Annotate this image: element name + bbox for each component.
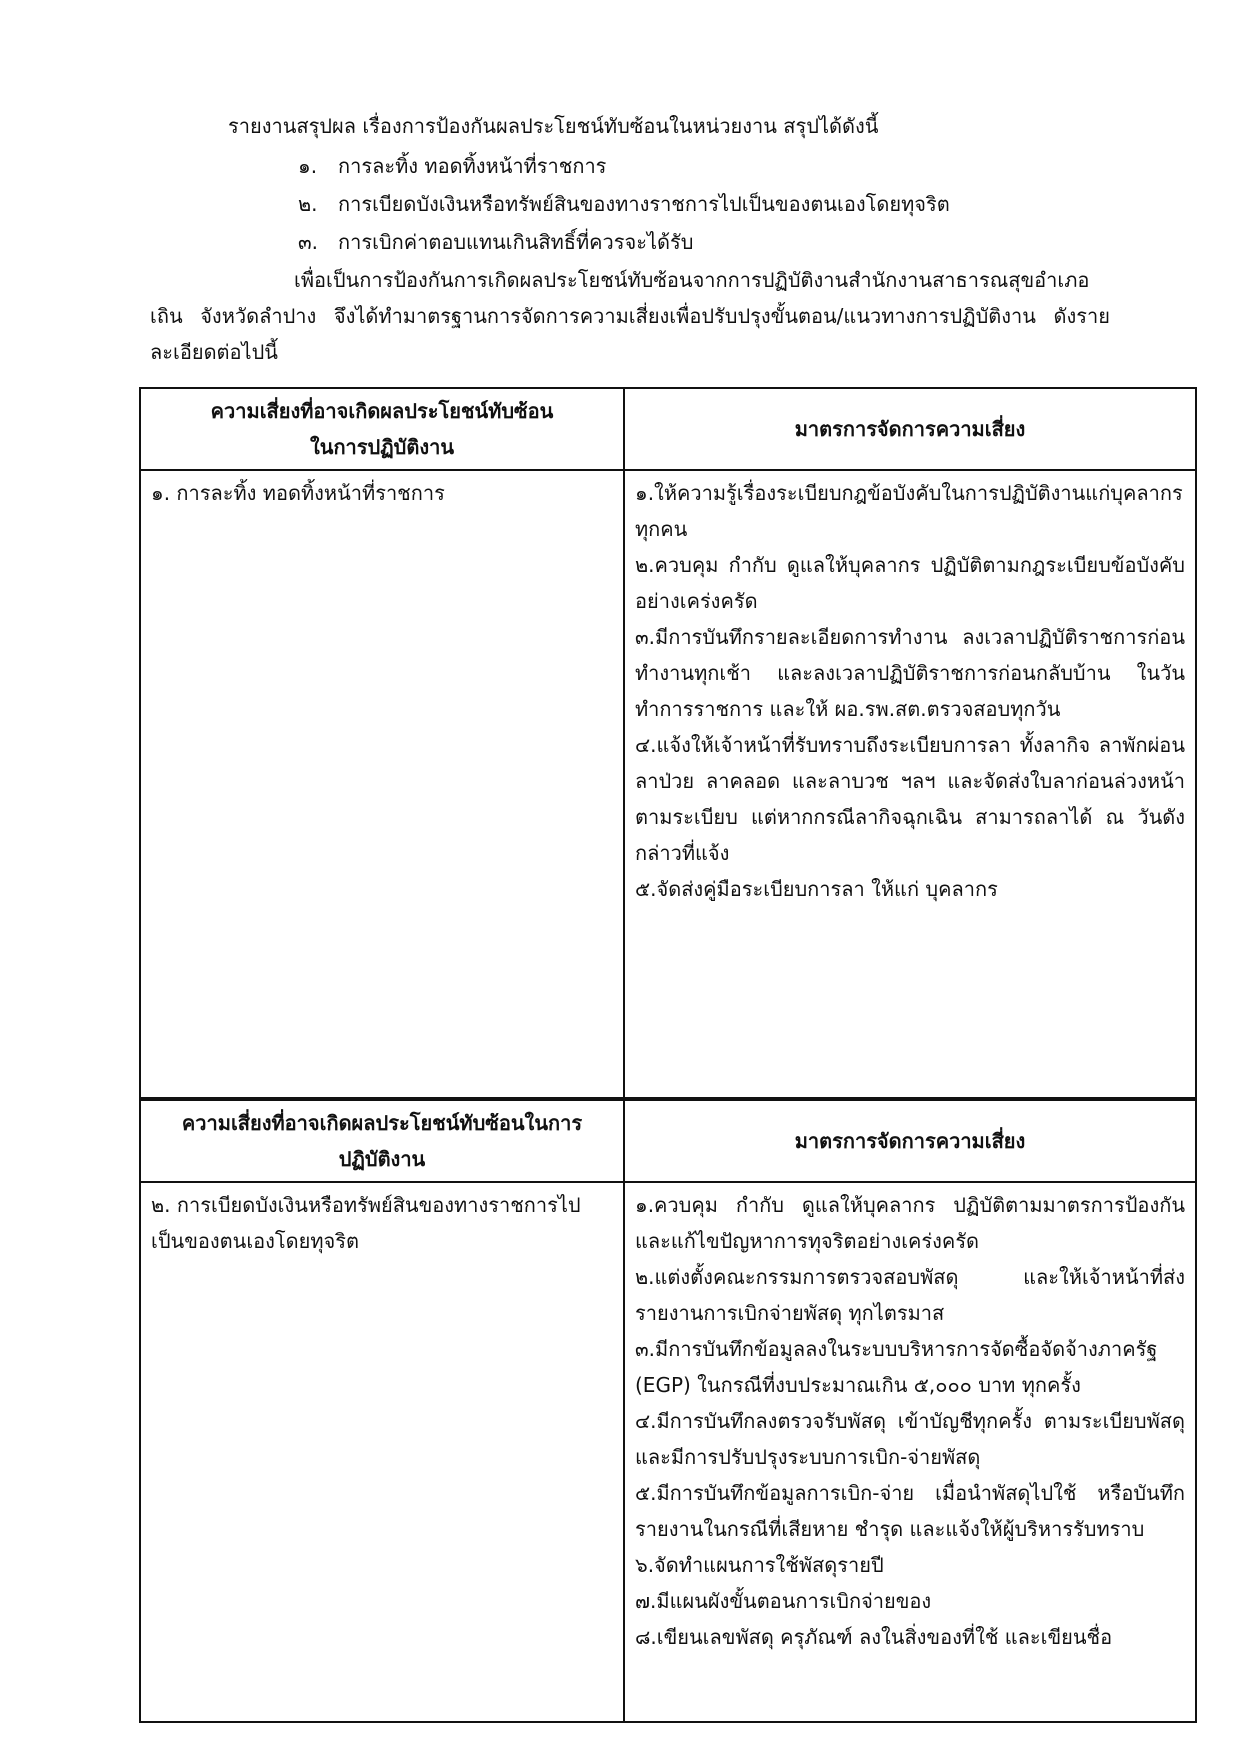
measure-item: ๘.เขียนเลขพัสดุ ครุภัณฑ์ ลงในสิ่งของที่ใช้ และเขียนชื่อ — [635, 1625, 1113, 1649]
summary-item-text: การเบียดบังเงินหรือทรัพย์สินของทางราชการไปเป็นของตนเองโดยทุจริต — [338, 192, 950, 216]
summary-item — [298, 186, 950, 222]
risk-table-2 — [139, 1099, 1197, 1723]
measure-item: ๖.จัดทำแผนการใช้พัสดุรายปี — [635, 1553, 884, 1577]
measure-item: ๑.ให้ความรู้เรื่องระเบียบกฎข้อบังคับในการปฏิบัติงานแก่บุคลากรทุกคน — [635, 481, 1183, 541]
table-row — [140, 1182, 1196, 1722]
table-row — [140, 470, 1196, 1098]
table-header-row — [140, 1100, 1196, 1182]
measure-column-header: มาตรการจัดการความเสี่ยง — [624, 1100, 1196, 1182]
header-line: ความเสี่ยงที่อาจเกิดผลประโยชน์ทับซ้อนในการ — [181, 1111, 583, 1135]
risk-column-header — [140, 388, 624, 470]
summary-item-text: การเบิกค่าตอบแทนเกินสิทธิ์ที่ควรจะได้รับ — [338, 230, 694, 254]
measure-item: ๗.มีแผนผังขั้นตอนการเบิกจ่ายของ — [635, 1589, 932, 1613]
summary-item-number: ๓. — [298, 230, 319, 254]
purpose-paragraph: เพื่อเป็นการป้องกันการเกิดผลประโยชน์ทับซ้อนจากการปฏิบัติงานสำนักงานสาธารณสุขอำเภอเถิน จังหวัดลำปาง จึงได้ทำมาตรฐานการจัดการความเสี่ยงเพื่อปรับปรุงขั้นตอน/แนวทางการปฏิบัติงาน ดังรายละเอียดต่อไปนี้ — [150, 268, 1110, 364]
summary-item-text: การละทิ้ง ทอดทิ้งหน้าที่ราชการ — [338, 154, 607, 178]
summary-item — [298, 148, 606, 184]
intro-line: รายงานสรุปผล เรื่องการป้องกันผลประโยชน์ทับซ้อนในหน่วยงาน สรุปได้ดังนี้ — [228, 114, 879, 138]
measure-item: ๑.ควบคุม กำกับ ดูแลให้บุคลากร ปฏิบัติตามมาตรการป้องกันและแก้ไขปัญหาการทุจริตอย่างเคร่งครัด — [635, 1193, 1185, 1253]
measures-cell — [624, 1182, 1196, 1722]
measure-item: ๓.มีการบันทึกข้อมูลลงในระบบบริหารการจัดซื้อจัดจ้างภาครัฐ (EGP) ในกรณีที่งบประมาณเกิน ๕,๐๐๐ บาท ทุกครั้ง — [635, 1337, 1158, 1397]
header-line: ปฏิบัติงาน — [338, 1147, 426, 1171]
measure-item: ๕.มีการบันทึกข้อมูลการเบิก-จ่าย เมื่อนำพัสดุไปใช้ หรือบันทึกรายงานในกรณีที่เสียหาย ชำรุด และแจ้งให้ผู้บริหารรับทราบ — [635, 1481, 1185, 1541]
header-line: ความเสี่ยงที่อาจเกิดผลประโยชน์ทับซ้อน — [210, 399, 554, 423]
measure-item: ๕.จัดส่งคู่มือระเบียบการลา ให้แก่ บุคลากร — [635, 877, 998, 901]
header-line: ในการปฏิบัติงาน — [310, 435, 454, 459]
risk-cell: ๑. การละทิ้ง ทอดทิ้งหน้าที่ราชการ — [140, 470, 624, 1098]
measure-item: ๒.แต่งตั้งคณะกรรมการตรวจสอบพัสดุ และให้เจ้าหน้าที่ส่งรายงานการเบิกจ่ายพัสดุ ทุกไตรมาส — [635, 1265, 1185, 1325]
risk-table-1 — [139, 387, 1197, 1099]
measure-item: ๔.แจ้งให้เจ้าหน้าที่รับทราบถึงระเบียบการลา ทั้งลากิจ ลาพักผ่อน ลาป่วย ลาคลอด และลาบวช ฯลฯ และจัดส่งใบลาก่อนล่วงหน้า ตามระเบียบ แต่หากกรณีลากิจฉุกเฉิน สามารถลาได้ ณ วันดังกล่าวที่แจ้ง — [635, 733, 1185, 865]
measure-item: ๓.มีการบันทึกรายละเอียดการทำงาน ลงเวลาปฏิบัติราชการก่อนทำงานทุกเช้า และลงเวลาปฏิบัติราชการก่อนกลับบ้าน ในวันทำการราชการ และให้ ผอ.รพ.สต.ตรวจสอบทุกวัน — [635, 625, 1185, 721]
measure-item: ๔.มีการบันทึกลงตรวจรับพัสดุ เข้าบัญชีทุกครั้ง ตามระเบียบพัสดุ และมีการปรับปรุงระบบการเบิก-จ่ายพัสดุ — [635, 1409, 1185, 1469]
measure-column-header: มาตรการจัดการความเสี่ยง — [624, 388, 1196, 470]
summary-item-number: ๑. — [298, 154, 318, 178]
risk-cell: ๒. การเบียดบังเงินหรือทรัพย์สินของทางราชการไปเป็นของตนเองโดยทุจริต — [140, 1182, 624, 1722]
summary-item — [298, 224, 693, 260]
summary-item-number: ๒. — [298, 192, 318, 216]
measures-cell — [624, 470, 1196, 1098]
measure-item: ๒.ควบคุม กำกับ ดูแลให้บุคลากร ปฏิบัติตามกฎระเบียบข้อบังคับอย่างเคร่งครัด — [635, 553, 1185, 613]
table-header-row — [140, 388, 1196, 470]
risk-column-header — [140, 1100, 624, 1182]
